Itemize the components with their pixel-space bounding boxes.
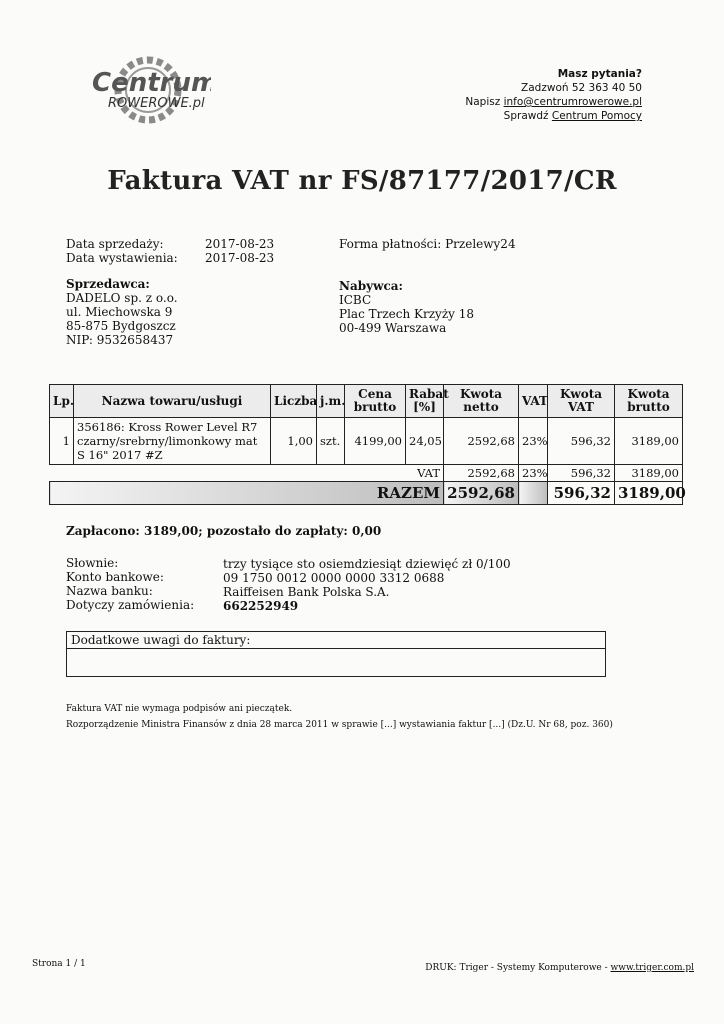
cell-unit: szt. (317, 418, 345, 465)
contact-help-link[interactable]: Centrum Pomocy (551, 110, 642, 122)
logo-text-sub: ROWEROWE.pl (108, 96, 205, 111)
buyer-line: ICBC (339, 293, 372, 307)
header-vat-amount-1: Kwota (559, 387, 603, 401)
payment-method-label: Forma płatności: (339, 237, 442, 251)
table-header-row (50, 385, 683, 418)
logo-gear-icon (86, 55, 211, 125)
page-number: Strona 1 / 1 (32, 959, 86, 969)
seller-line: NIP: 9532658437 (66, 333, 174, 347)
header-vat-amount (548, 385, 615, 418)
total-vat-blank (519, 482, 548, 505)
paid-summary: Zapłacono: 3189,00; pozostało do zapłaty: 0,00 (66, 524, 382, 538)
footer-notes (66, 701, 613, 733)
detail-label: Słownie: (66, 556, 119, 570)
header-net-1: Kwota (459, 387, 503, 401)
header-net (444, 385, 519, 418)
header-name: Nazwa towaru/usługi (74, 385, 271, 418)
print-credit-text: DRUK: Triger - Systemy Komputerowe - (425, 963, 611, 973)
cell-lp: 1 (50, 418, 74, 465)
logo-text-main: Centrum (92, 68, 211, 98)
cell-name: 356186: Kross Rower Level R7 czarny/srebrny/limonkowy mat S 16" 2017 #Z (74, 418, 271, 465)
cell-net: 2592,68 (444, 418, 519, 465)
header-vat: VAT (519, 385, 548, 418)
header-net-2: netto (463, 400, 499, 414)
detail-label: Dotyczy zamówienia: (66, 598, 195, 612)
details-values (223, 557, 511, 613)
footer-line: Faktura VAT nie wymaga podpisów ani pieczątek. (66, 704, 293, 714)
payment-method (339, 237, 516, 251)
contact-email-line (465, 95, 642, 109)
detail-value: trzy tysiące sto osiemdziesiąt dziewięć zł 0/100 (223, 557, 511, 571)
vat-summary-label: VAT (50, 465, 444, 482)
items-table (49, 384, 686, 505)
header-price (345, 385, 406, 418)
details-labels (66, 556, 194, 612)
header-unit: j.m. (317, 385, 345, 418)
header-price-2: brutto (353, 400, 397, 414)
sale-date-value: 2017-08-23 (205, 237, 275, 251)
header-qty: Liczba (271, 385, 317, 418)
header-discount-2: [%] (413, 400, 436, 414)
issue-date-value: 2017-08-23 (205, 251, 275, 265)
cell-qty: 1,00 (271, 418, 317, 465)
footer-line: Rozporządzenie Ministra Finansów z dnia 28 marca 2011 w sprawie [...] wystawiania faktur [...] (Dz.U. Nr 68, poz. 360) (66, 720, 613, 730)
logo (86, 55, 211, 125)
cell-discount: 24,05 (406, 418, 444, 465)
contact-email-link[interactable]: info@centrumrowerowe.pl (503, 96, 642, 108)
contact-help-line (465, 109, 642, 123)
detail-value: 09 1750 0012 0000 0000 3312 0688 (223, 571, 445, 585)
sale-date-label: Data sprzedaży: (66, 237, 164, 251)
detail-label: Nazwa banku: (66, 584, 153, 598)
header-gross (615, 385, 683, 418)
seller-line: DADELO sp. z o.o. (66, 291, 178, 305)
header-discount (406, 385, 449, 418)
detail-value: Raiffeisen Bank Polska S.A. (223, 585, 390, 599)
vat-summary-amount: 596,32 (548, 465, 615, 482)
contact-help-prefix: Sprawdź (503, 110, 549, 122)
cell-price: 4199,00 (345, 418, 406, 465)
vat-summary-rate: 23% (519, 465, 548, 482)
vat-summary-gross: 3189,00 (615, 465, 683, 482)
buyer-line: 00-499 Warszawa (339, 321, 447, 335)
buyer-line: Plac Trzech Krzyży 18 (339, 307, 475, 321)
vat-summary-net: 2592,68 (444, 465, 519, 482)
header-gross-2: brutto (627, 400, 670, 414)
total-label: RAZEM (50, 482, 444, 505)
detail-value-order: 662252949 (223, 599, 299, 613)
total-vat-amount: 596,32 (548, 482, 615, 505)
contact-question: Masz pytania? (557, 68, 642, 80)
buyer-block (339, 279, 474, 335)
vat-summary-row (50, 465, 683, 482)
header-price-1: Cena (358, 387, 392, 401)
invoice-title: Faktura VAT nr FS/87177/2017/CR (107, 166, 617, 196)
print-credit (425, 963, 694, 973)
total-gross: 3189,00 (615, 482, 683, 505)
notes-label: Dodatkowe uwagi do faktury: (67, 632, 605, 649)
seller-heading: Sprzedawca: (66, 277, 150, 291)
payment-method-value: Przelewy24 (445, 237, 516, 251)
seller-line: ul. Miechowska 9 (66, 305, 173, 319)
cell-vat-amount: 596,32 (548, 418, 615, 465)
cell-gross: 3189,00 (615, 418, 683, 465)
seller-block (66, 277, 178, 347)
header-discount-1: Rabat (409, 387, 449, 401)
contact-phone: Zadzwoń 52 363 40 50 (521, 82, 642, 94)
contact-email-prefix: Napisz (465, 96, 501, 108)
issue-date-label: Data wystawienia: (66, 251, 178, 265)
buyer-heading: Nabywca: (339, 279, 403, 293)
header-gross-1: Kwota (627, 387, 670, 401)
cell-vat: 23% (519, 418, 548, 465)
header-vat-amount-2: VAT (568, 400, 594, 414)
detail-label: Konto bankowe: (66, 570, 164, 584)
total-row (50, 482, 683, 505)
total-net: 2592,68 (444, 482, 519, 505)
seller-line: 85-875 Bydgoszcz (66, 319, 176, 333)
header-lp: Lp. (50, 385, 74, 418)
print-credit-link[interactable]: www.triger.com.pl (610, 963, 694, 973)
table-row (50, 418, 683, 465)
contact-block (465, 67, 642, 123)
notes-box (66, 631, 606, 677)
